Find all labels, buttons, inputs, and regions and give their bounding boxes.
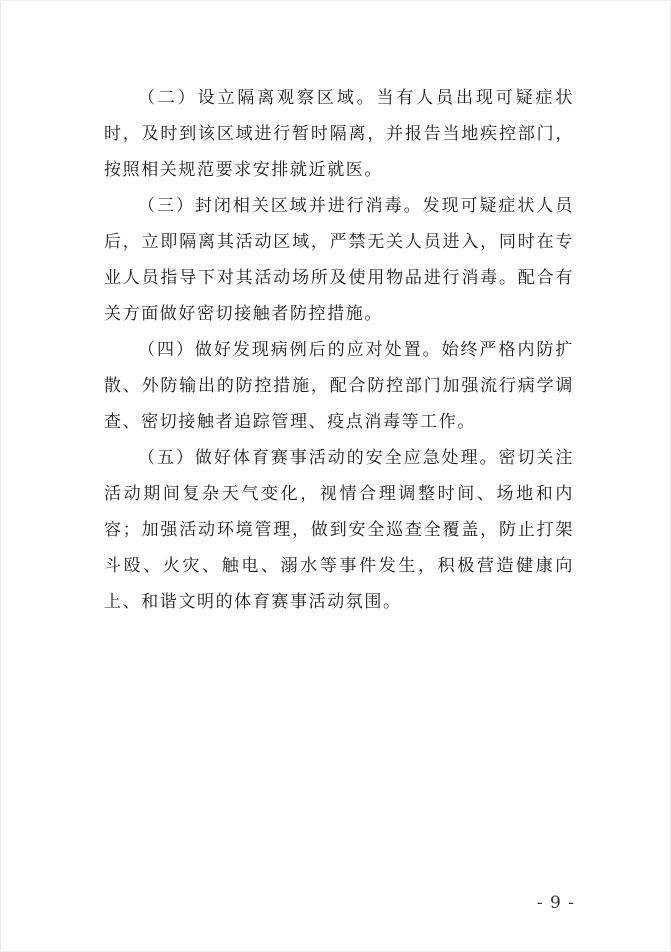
paragraph-isolation-area: （二）设立隔离观察区域。当有人员出现可疑症状时，及时到该区域进行暂时隔离，并报告当地疾控部门，按照相关规范要求安排就近就医。	[104, 88, 574, 180]
paragraph-safety-emergency: （五）做好体育赛事活动的安全应急处理。密切关注活动期间复杂天气变化，视情合理调整时间、场地和内容；加强活动环境管理，做到安全巡查全覆盖，防止打架斗殴、火灾、触电、溺水等事件发生，积极营造健康向上、和谐文明的体育赛事活动氛围。	[104, 448, 574, 612]
document-body	[104, 80, 574, 620]
paragraph-case-response: （四）做好发现病例后的应对处置。始终严格内防扩散、外防输出的防控措施，配合防控部门加强流行病学调查、密切接触者追踪管理、疫点消毒等工作。	[104, 340, 574, 432]
paragraph-close-and-disinfect: （三）封闭相关区域并进行消毒。发现可疑症状人员后，立即隔离其活动区域，严禁无关人员进入，同时在专业人员指导下对其活动场所及使用物品进行消毒。配合有关方面做好密切接触者防控措施。	[104, 196, 574, 324]
page-number: - 9 -	[536, 893, 575, 913]
